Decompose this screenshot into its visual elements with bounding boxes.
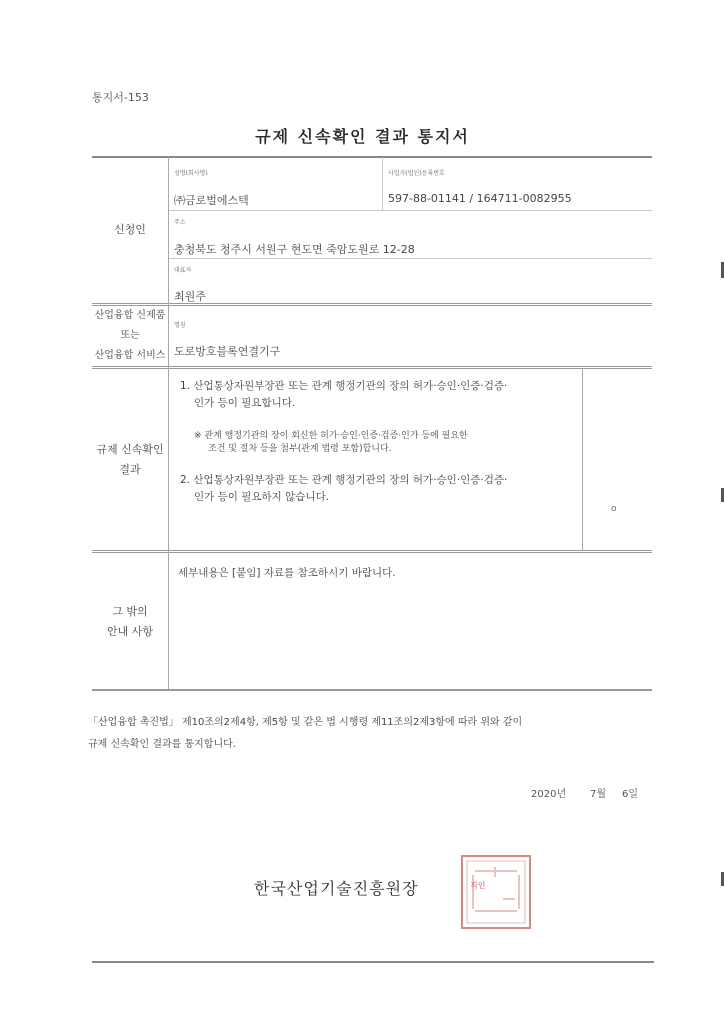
applicant-name-label: 성명(회사명) <box>174 170 208 177</box>
result-section-label <box>86 440 174 480</box>
notice-paragraph <box>88 712 522 756</box>
date-month: 7월 <box>590 789 607 800</box>
result-bottom-rule <box>92 550 652 553</box>
result-option-1 <box>180 378 507 412</box>
other-info-text: 세부내용은 [붙임] 자료를 참조하시기 바랍니다. <box>178 567 396 579</box>
notice-line-1: 「산업융합 촉진법」 제10조의2제4항, 제5항 및 같은 법 시행령 제11조의2제3항에 따라 위와 같이 <box>88 717 523 728</box>
scan-edge-mark-2 <box>721 488 724 502</box>
result-option-2-line-1: 2. 산업통상자원부장관 또는 관계 행정기관의 장의 허가·승인·인증·검증· <box>180 474 508 486</box>
product-bottom-rule <box>92 366 652 369</box>
representative-name: 최원주 <box>174 290 206 303</box>
applicant-row-rule-2 <box>168 258 652 259</box>
other-info-label <box>92 602 168 642</box>
seal-label: 직인 <box>470 881 486 890</box>
result-label-line-1: 규제 신속확인 <box>96 443 164 456</box>
address-label: 주소 <box>174 219 186 226</box>
table-top-rule <box>92 156 652 158</box>
footer-rule <box>92 961 654 963</box>
result-option-2-line-2: 인가 등이 필요하지 않습니다. <box>194 491 330 503</box>
result-note-line-1: ※ 관계 행정기관의 장이 회신한 허가·승인·인증·검증·인가 등에 필요한 <box>194 431 468 441</box>
product-label-line-1: 산업융합 신제품 <box>94 310 166 321</box>
product-label-line-3: 산업융합 서비스 <box>94 350 166 361</box>
other-info-label-line-2: 안내 사항 <box>106 625 153 638</box>
result-label-line-2: 결과 <box>119 463 141 476</box>
date-day: 6일 <box>622 789 639 800</box>
product-label-line-2: 또는 <box>120 330 140 341</box>
selected-option-mark: o <box>611 504 617 514</box>
applicant-address: 충청북도 청주시 서원구 현도면 죽암도원로 12-28 <box>174 243 415 256</box>
result-note-line-2: 조건 및 절차 등을 첨부(관계 법령 포함)합니다. <box>208 444 392 454</box>
representative-label: 대표자 <box>174 267 192 274</box>
label-column-divider <box>168 157 169 689</box>
notice-line-2: 규제 신속확인 결과를 통지합니다. <box>88 739 236 750</box>
result-option-2 <box>180 472 507 506</box>
result-option-1-line-2: 인가 등이 필요합니다. <box>194 397 296 409</box>
page-title: 규제 신속확인 결과 통지서 <box>255 127 470 146</box>
issuer-name: 한국산업기술진흥원장 <box>254 879 419 898</box>
other-info-label-line-1: 그 밖의 <box>112 605 148 618</box>
result-option-1-line-1: 1. 산업통상자원부장관 또는 관계 행정기관의 장의 허가·승인·인증·검증· <box>180 380 508 392</box>
scan-edge-mark-3 <box>721 872 724 886</box>
product-section-label <box>86 306 174 366</box>
applicant-column-divider <box>382 157 383 210</box>
applicant-section-label: 신청인 <box>114 223 146 236</box>
product-name: 도로방호블록연결기구 <box>174 345 281 358</box>
official-seal-icon <box>459 853 533 931</box>
result-note <box>194 430 468 456</box>
result-check-divider <box>582 368 583 550</box>
table-bottom-rule <box>92 689 652 691</box>
scan-edge-mark-1 <box>721 262 724 278</box>
date-year: 2020년 <box>531 789 567 800</box>
form-number: 통지서-153 <box>92 91 149 104</box>
applicant-name: ㈜금로벌에스텍 <box>174 194 249 207</box>
registration-number-label: 사업자(법인)등록번호 <box>388 170 445 177</box>
registration-number: 597-88-01141 / 164711-0082955 <box>388 192 572 205</box>
product-name-label: 명칭 <box>174 322 186 329</box>
applicant-row-rule-1 <box>168 210 652 211</box>
